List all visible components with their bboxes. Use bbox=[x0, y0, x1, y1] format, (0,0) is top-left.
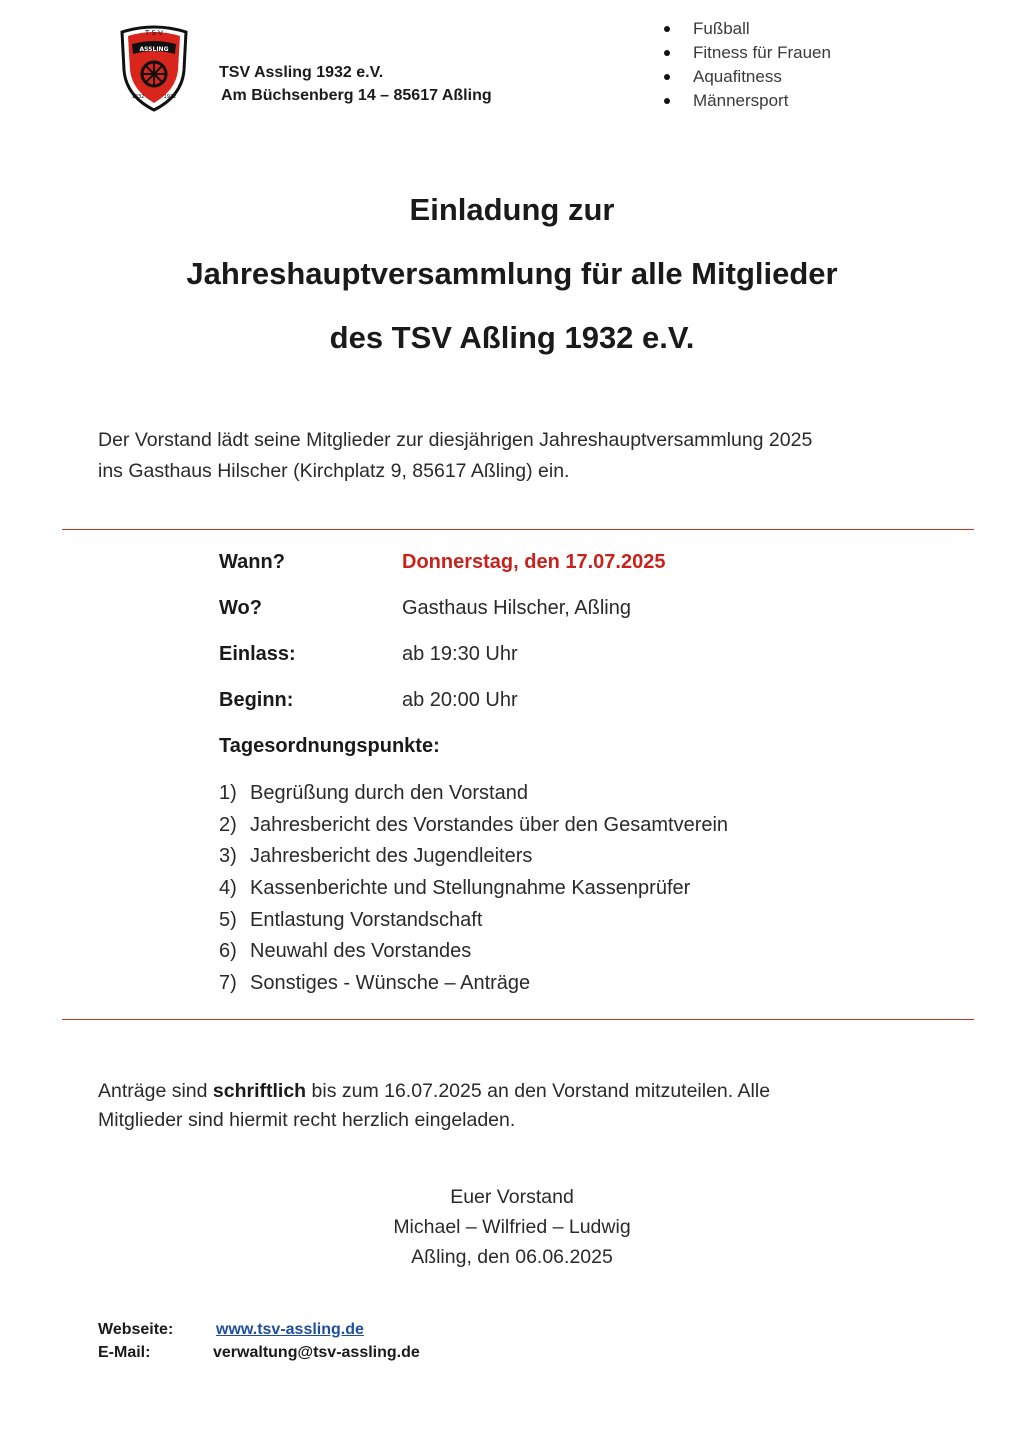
closing-line-2: Mitglieder sind hiermit recht herzlich eingeladen. bbox=[98, 1109, 516, 1131]
signature-line-1: Euer Vorstand bbox=[450, 1186, 574, 1208]
list-item bbox=[219, 905, 728, 937]
agenda-number: 7) bbox=[219, 972, 237, 995]
logo-band-text: ASSLING bbox=[139, 46, 169, 53]
signature-line-2: Michael – Wilfried – Ludwig bbox=[393, 1216, 631, 1238]
divider-top bbox=[62, 529, 974, 530]
email-address: verwaltung@tsv-assling.de bbox=[213, 1344, 420, 1361]
agenda-number: 2) bbox=[219, 813, 237, 836]
closing-line-1 bbox=[98, 1077, 938, 1106]
agenda-text: Sonstiges - Wünsche – Anträge bbox=[250, 972, 531, 995]
where-label: Wo? bbox=[219, 597, 262, 619]
signature-block bbox=[0, 1182, 1024, 1272]
agenda-text: Kassenberichte und Stellungnahme Kassenprüfer bbox=[250, 877, 691, 900]
list-item bbox=[219, 841, 728, 873]
signature-line-3: Aßling, den 06.06.2025 bbox=[411, 1246, 613, 1268]
list-item: Fußball bbox=[662, 17, 831, 41]
intro-line-1: Der Vorstand lädt seine Mitglieder zur diesjährigen Jahreshauptversammlung 2025 bbox=[98, 429, 813, 451]
agenda-text: Begrüßung durch den Vorstand bbox=[250, 782, 528, 804]
list-item: Fitness für Frauen bbox=[662, 41, 831, 65]
agenda-list bbox=[219, 778, 728, 1000]
tsv-assling-crest-icon bbox=[118, 24, 190, 112]
logo-year-right: 1932 bbox=[163, 94, 177, 100]
page-title-line-3: des TSV Aßling 1932 e.V. bbox=[329, 320, 695, 355]
when-value: Donnerstag, den 17.07.2025 bbox=[402, 551, 666, 573]
agenda-number: 3) bbox=[219, 845, 237, 868]
intro-line-2: ins Gasthaus Hilscher (Kirchplatz 9, 85617 Aßling) ein. bbox=[98, 460, 570, 482]
list-item bbox=[219, 968, 728, 1000]
list-item bbox=[219, 873, 728, 905]
list-item: Männersport bbox=[662, 89, 831, 113]
closing-paragraph bbox=[98, 1077, 938, 1135]
agenda-text: Jahresbericht des Vorstandes über den Gesamtverein bbox=[250, 813, 729, 836]
list-item bbox=[219, 778, 728, 810]
when-label: Wann? bbox=[219, 551, 285, 573]
where-value: Gasthaus Hilscher, Aßling bbox=[402, 597, 631, 619]
closing-bold: schriftlich bbox=[212, 1080, 307, 1102]
agenda-number: 4) bbox=[219, 877, 237, 900]
divider-bottom bbox=[62, 1019, 974, 1020]
list-item: Aquafitness bbox=[662, 65, 831, 89]
email-label: E-Mail: bbox=[98, 1344, 151, 1361]
club-address: Am Büchsenberg 14 – 85617 Aßling bbox=[221, 87, 492, 104]
page-title-line-2: Jahreshauptversammlung für alle Mitglieder bbox=[186, 256, 838, 291]
agenda-text: Entlastung Vorstandschaft bbox=[250, 908, 483, 931]
closing-post: bis zum 16.07.2025 an den Vorstand mitzuteilen. Alle bbox=[306, 1080, 771, 1102]
club-name: TSV Assling 1932 e.V. bbox=[219, 64, 384, 81]
page-title-line-1: Einladung zur bbox=[409, 192, 615, 227]
website-label: Webseite: bbox=[98, 1321, 174, 1338]
intro-paragraph bbox=[98, 425, 938, 487]
logo-top-text: T·S·V bbox=[145, 29, 163, 37]
start-value: ab 20:00 Uhr bbox=[402, 689, 518, 711]
agenda-number: 6) bbox=[219, 940, 237, 963]
closing-pre: Anträge sind bbox=[98, 1080, 213, 1102]
website-link[interactable]: www.tsv-assling.de bbox=[216, 1321, 364, 1338]
agenda-text: Jahresbericht des Jugendleiters bbox=[250, 845, 533, 868]
entry-label: Einlass: bbox=[219, 643, 296, 665]
sports-list bbox=[662, 17, 831, 113]
agenda-text: Neuwahl des Vorstandes bbox=[250, 940, 472, 963]
list-item bbox=[219, 810, 728, 842]
agenda-label: Tagesordnungspunkte: bbox=[219, 735, 440, 757]
agenda-number: 5) bbox=[219, 908, 237, 931]
list-item bbox=[219, 936, 728, 968]
start-label: Beginn: bbox=[219, 689, 294, 711]
entry-value: ab 19:30 Uhr bbox=[402, 643, 518, 665]
agenda-number: 1) bbox=[219, 782, 237, 804]
logo-year-left: 1932 bbox=[131, 94, 145, 100]
